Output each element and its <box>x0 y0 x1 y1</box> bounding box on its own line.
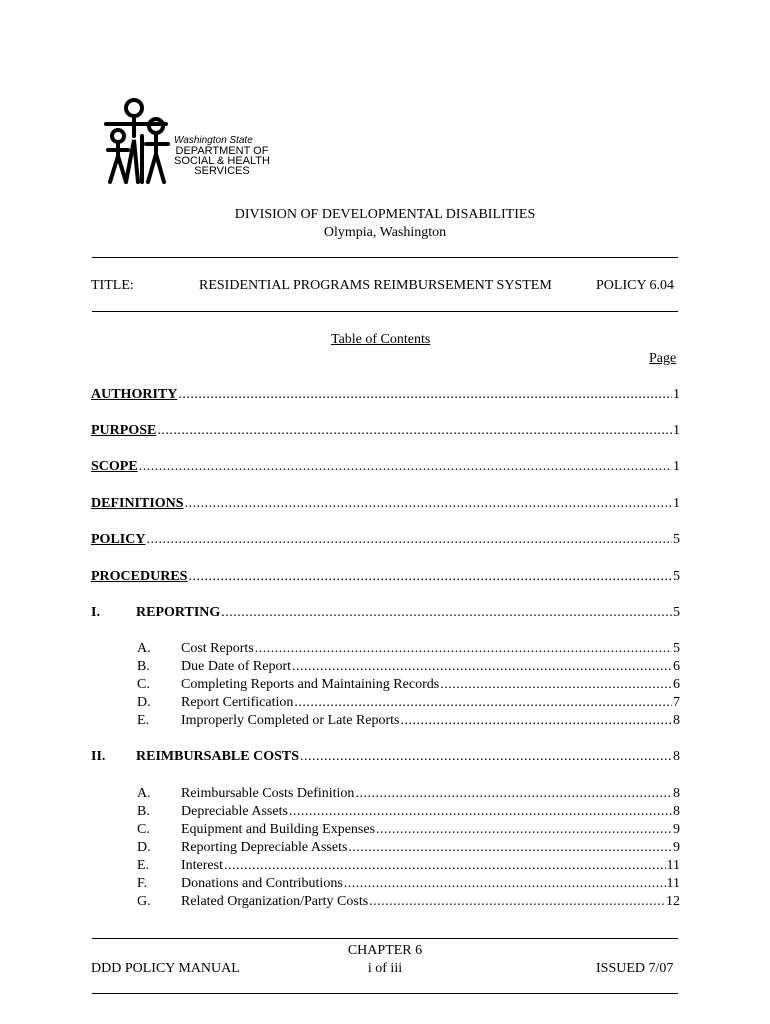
leader-dots <box>185 496 672 512</box>
leader-dots <box>188 569 672 585</box>
logo-text <box>174 136 270 176</box>
toc-entry-label[interactable]: DEFINITIONS <box>91 496 184 511</box>
toc-item[interactable] <box>181 695 680 711</box>
toc-item-page: 9 <box>673 840 680 855</box>
toc-entry-page: 8 <box>673 749 680 764</box>
toc-section-reporting[interactable] <box>136 605 680 621</box>
toc-entry-scope[interactable] <box>91 459 680 475</box>
toc-item-page: 11 <box>666 858 680 873</box>
toc-item[interactable] <box>181 822 680 838</box>
leader-dots <box>294 695 672 711</box>
leader-dots <box>221 605 672 621</box>
item-letter: G. <box>137 894 151 909</box>
division-title: DIVISION OF DEVELOPMENTAL DISABILITIES <box>234 207 536 222</box>
toc-item[interactable] <box>181 840 680 856</box>
toc-item-label[interactable]: Equipment and Building Expenses <box>181 822 376 837</box>
toc-section-label[interactable]: REPORTING <box>136 605 221 620</box>
toc-entry-page: 5 <box>673 605 680 620</box>
toc-item-page: 8 <box>673 804 680 819</box>
toc-entry-purpose[interactable] <box>91 423 680 439</box>
division-location: Olympia, Washington <box>323 225 447 240</box>
toc-page-label: Page <box>649 351 677 366</box>
item-letter: C. <box>137 677 150 692</box>
toc-entry-page: 1 <box>673 496 680 511</box>
toc-item-page: 6 <box>673 677 680 692</box>
item-letter: E. <box>137 713 150 728</box>
toc-item-label[interactable]: Depreciable Assets <box>181 804 288 819</box>
toc-item-label[interactable]: Completing Reports and Maintaining Records <box>181 677 440 692</box>
toc-entry-page: 1 <box>673 459 680 474</box>
toc-item-page: 5 <box>673 641 680 656</box>
toc-entry-procedures[interactable] <box>91 569 680 585</box>
toc-item-page: 9 <box>673 822 680 837</box>
toc-item-label[interactable]: Due Date of Report <box>181 659 292 674</box>
toc-entry-policy[interactable] <box>91 532 680 548</box>
toc-item-label[interactable]: Cost Reports <box>181 641 254 656</box>
toc-item-label[interactable]: Reporting Depreciable Assets <box>181 840 348 855</box>
footer-chapter: CHAPTER 6 <box>347 943 423 958</box>
toc-item[interactable] <box>181 713 680 729</box>
footer-rule-top <box>92 938 678 939</box>
toc-entry-page: 5 <box>673 569 680 584</box>
leader-dots <box>344 876 666 892</box>
header-rule-1 <box>92 257 678 258</box>
toc-entry-definitions[interactable] <box>91 496 680 512</box>
toc-item-page: 7 <box>673 695 680 710</box>
logo-line-2: DEPARTMENT OF <box>175 145 269 157</box>
section-numeral: I. <box>91 605 100 620</box>
toc-item[interactable] <box>181 641 680 657</box>
toc-item-page: 6 <box>673 659 680 674</box>
section-numeral: II. <box>91 749 106 764</box>
leader-dots <box>355 786 672 802</box>
item-letter: A. <box>137 641 151 656</box>
logo-line-1: Washington State <box>174 135 253 146</box>
toc-section-label[interactable]: REIMBURSABLE COSTS <box>136 749 299 764</box>
toc-item-label[interactable]: Reimbursable Costs Definition <box>181 786 355 801</box>
item-letter: A. <box>137 786 151 801</box>
toc-heading: Table of Contents <box>331 332 431 347</box>
leader-dots <box>369 894 665 910</box>
toc-entry-authority[interactable] <box>91 387 680 403</box>
toc-entry-label[interactable]: AUTHORITY <box>91 387 178 402</box>
toc-item[interactable] <box>181 894 680 910</box>
dshs-logo <box>96 96 276 186</box>
toc-entry-page: 1 <box>673 387 680 402</box>
item-letter: C. <box>137 822 150 837</box>
toc-item-page: 8 <box>673 713 680 728</box>
leader-dots <box>376 822 672 838</box>
leader-dots <box>401 713 673 729</box>
item-letter: E. <box>137 858 150 873</box>
toc-item-page: 12 <box>666 894 680 909</box>
toc-item-label[interactable]: Report Certification <box>181 695 294 710</box>
leader-dots <box>157 423 672 439</box>
leader-dots <box>255 641 672 657</box>
footer-page: i of iii <box>367 961 403 976</box>
toc-entry-label[interactable]: SCOPE <box>91 459 138 474</box>
item-letter: B. <box>137 804 150 819</box>
title-label: TITLE: <box>91 278 134 293</box>
logo-line-3: SOCIAL & HEALTH <box>174 155 270 167</box>
footer-manual: DDD POLICY MANUAL <box>91 961 240 976</box>
item-letter: D. <box>137 695 151 710</box>
toc-entry-label[interactable]: POLICY <box>91 532 146 547</box>
leader-dots <box>289 804 672 820</box>
toc-section-reimbursable-costs[interactable] <box>136 749 680 765</box>
footer-rule-bottom <box>92 993 678 994</box>
title-value: RESIDENTIAL PROGRAMS REIMBURSEMENT SYSTEM <box>199 278 552 293</box>
toc-entry-page: 1 <box>673 423 680 438</box>
toc-item-page: 8 <box>673 786 680 801</box>
toc-item-label[interactable]: Donations and Contributions <box>181 876 343 891</box>
leader-dots <box>300 749 672 765</box>
toc-item[interactable] <box>181 677 680 693</box>
header-rule-2 <box>92 311 678 312</box>
toc-item[interactable] <box>181 659 680 675</box>
leader-dots <box>139 459 672 475</box>
toc-item[interactable] <box>181 858 680 874</box>
item-letter: D. <box>137 840 151 855</box>
toc-entry-page: 5 <box>673 532 680 547</box>
toc-item[interactable] <box>181 786 680 802</box>
toc-item-label[interactable]: Interest <box>181 858 223 873</box>
policy-number: POLICY 6.04 <box>596 278 675 293</box>
leader-dots <box>146 532 672 548</box>
leader-dots <box>348 840 672 856</box>
dshs-figures-icon <box>96 96 176 186</box>
toc-entry-label[interactable]: PURPOSE <box>91 423 157 438</box>
leader-dots <box>292 659 672 675</box>
item-letter: B. <box>137 659 150 674</box>
leader-dots <box>224 858 666 874</box>
toc-item-label[interactable]: Related Organization/Party Costs <box>181 894 369 909</box>
toc-item-page: 11 <box>666 876 680 891</box>
leader-dots <box>178 387 672 403</box>
leader-dots <box>440 677 672 693</box>
footer-issued: ISSUED 7/07 <box>596 961 674 976</box>
toc-entry-label[interactable]: PROCEDURES <box>91 569 188 584</box>
toc-item-label[interactable]: Improperly Completed or Late Reports <box>181 713 400 728</box>
toc-item[interactable] <box>181 876 680 892</box>
logo-line-4: SERVICES <box>194 165 250 177</box>
toc-item[interactable] <box>181 804 680 820</box>
item-letter: F. <box>137 876 148 891</box>
